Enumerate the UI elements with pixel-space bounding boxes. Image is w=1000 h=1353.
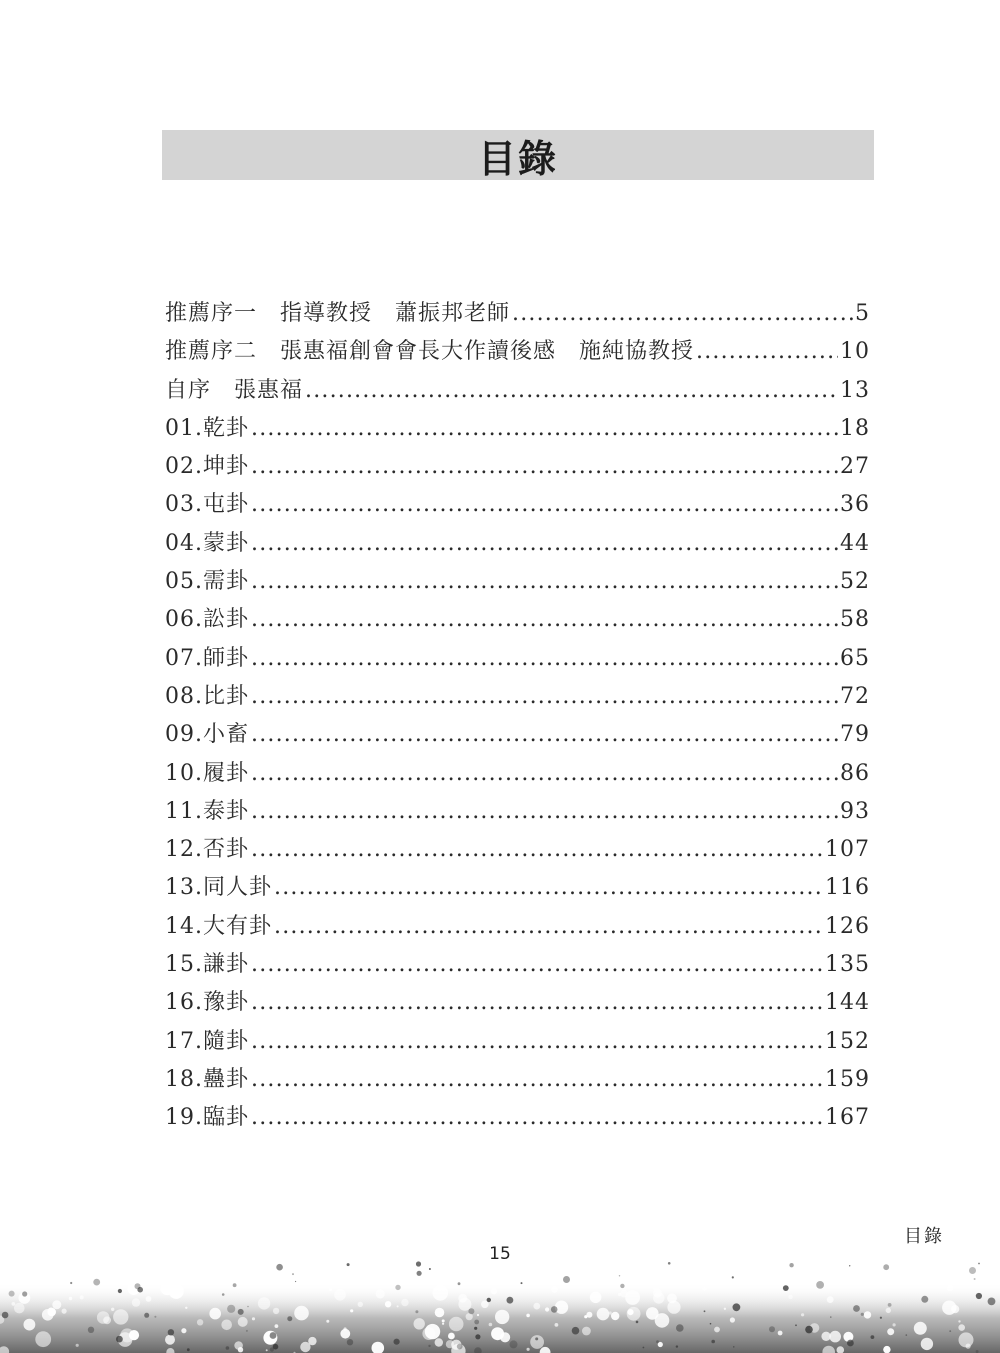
toc-entry-title: 06.訟卦	[165, 607, 249, 633]
toc-entry-title: 自序 張惠福	[165, 377, 304, 403]
toc-entry-page: 72	[840, 683, 870, 709]
toc-entry-title: 10.履卦	[165, 760, 249, 786]
toc-dot-leader	[251, 569, 838, 594]
toc-entry	[165, 985, 870, 1023]
toc-entry-page: 135	[825, 952, 870, 978]
toc-entry-page: 44	[840, 530, 870, 556]
toc-entry-title: 推薦序二 張惠福創會會長大作讀後感 施純協教授	[165, 339, 695, 365]
toc-entry	[165, 1062, 870, 1100]
toc-entry	[165, 679, 870, 717]
toc-entry-page: 65	[840, 645, 870, 671]
toc-entry-title: 07.師卦	[165, 645, 249, 671]
toc-entry-page: 18	[840, 415, 870, 441]
toc-dot-leader	[251, 799, 838, 824]
toc-dot-leader	[251, 722, 838, 747]
toc-entry-page: 167	[825, 1105, 870, 1131]
toc-entry-title: 04.蒙卦	[165, 530, 249, 556]
toc-entry-title: 09.小畜	[165, 722, 249, 748]
toc-entry-page: 36	[840, 492, 870, 518]
toc-entry-title: 03.屯卦	[165, 492, 249, 518]
table-of-contents	[165, 296, 870, 1139]
page-title: 目錄	[477, 136, 558, 181]
toc-entry	[165, 717, 870, 755]
toc-entry	[165, 449, 870, 487]
toc-entry-title: 17.隨卦	[165, 1028, 249, 1054]
toc-entry-title: 15.謙卦	[165, 952, 249, 978]
toc-dot-leader	[251, 761, 838, 786]
toc-dot-leader	[251, 492, 838, 517]
toc-dot-leader	[251, 1029, 823, 1054]
toc-entry-title: 18.蠱卦	[165, 1066, 249, 1092]
toc-entry-page: 126	[825, 913, 870, 939]
toc-dot-leader	[696, 339, 838, 364]
toc-dot-leader	[251, 607, 838, 632]
toc-entry-page: 10	[840, 339, 870, 365]
toc-entry	[165, 1100, 870, 1138]
toc-entry	[165, 564, 870, 602]
toc-entry-page: 52	[840, 569, 870, 595]
page-number: 15	[489, 1244, 511, 1264]
decorative-ink-splatter-footer	[0, 1243, 1000, 1353]
toc-dot-leader	[305, 378, 838, 403]
toc-entry	[165, 334, 870, 372]
toc-dot-leader	[251, 990, 823, 1015]
toc-entry-page: 93	[840, 798, 870, 824]
toc-entry	[165, 602, 870, 640]
toc-entry-page: 79	[840, 722, 870, 748]
toc-entry	[165, 870, 870, 908]
toc-dot-leader	[251, 837, 823, 862]
toc-dot-leader	[251, 952, 823, 977]
toc-entry	[165, 832, 870, 870]
toc-entry-title: 推薦序一 指導教授 蕭振邦老師	[165, 301, 511, 326]
toc-entry-page: 159	[825, 1066, 870, 1092]
toc-dot-leader	[251, 1067, 823, 1092]
toc-entry-page: 13	[840, 377, 870, 403]
toc-entry-page: 144	[825, 990, 870, 1016]
toc-entry-title: 01.乾卦	[165, 415, 249, 441]
toc-entry-title: 13.同人卦	[165, 875, 272, 901]
toc-dot-leader	[251, 684, 838, 709]
toc-entry-title: 14.大有卦	[165, 913, 272, 939]
toc-entry	[165, 526, 870, 564]
toc-entry-page: 116	[825, 875, 870, 901]
toc-entry	[165, 947, 870, 985]
toc-entry-page: 5	[855, 301, 870, 326]
toc-dot-leader	[274, 875, 823, 900]
toc-entry-page: 58	[840, 607, 870, 633]
toc-dot-leader	[274, 914, 823, 939]
toc-entry-title: 11.泰卦	[165, 798, 249, 824]
toc-entry	[165, 411, 870, 449]
toc-dot-leader	[251, 646, 838, 671]
toc-dot-leader	[251, 1105, 823, 1130]
toc-entry-title: 08.比卦	[165, 683, 249, 709]
toc-entry-page: 107	[825, 837, 870, 863]
toc-entry	[165, 794, 870, 832]
toc-entry	[165, 756, 870, 794]
toc-dot-leader	[512, 301, 853, 326]
toc-entry-title: 12.否卦	[165, 837, 249, 863]
toc-entry-title: 02.坤卦	[165, 454, 249, 480]
toc-entry	[165, 641, 870, 679]
toc-entry	[165, 909, 870, 947]
toc-entry	[165, 296, 870, 334]
toc-dot-leader	[251, 454, 838, 479]
toc-title-bar	[162, 130, 874, 180]
toc-entry-title: 19.臨卦	[165, 1105, 249, 1131]
toc-dot-leader	[251, 531, 838, 556]
running-head: 目錄	[904, 1226, 944, 1247]
toc-entry-page: 152	[825, 1028, 870, 1054]
toc-entry-title: 05.需卦	[165, 569, 249, 595]
toc-dot-leader	[251, 416, 838, 441]
toc-entry-title: 16.豫卦	[165, 990, 249, 1016]
toc-entry-page: 86	[840, 760, 870, 786]
toc-entry	[165, 487, 870, 525]
toc-entry	[165, 373, 870, 411]
toc-entry	[165, 1024, 870, 1062]
toc-entry-page: 27	[840, 454, 870, 480]
